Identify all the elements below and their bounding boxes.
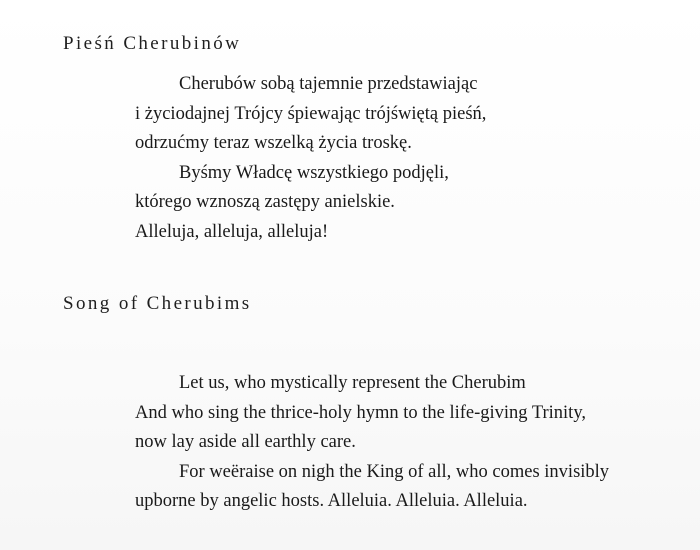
english-line-4: For weëraise on nigh the King of all, who comes invisibly bbox=[179, 461, 610, 482]
english-line-2: And who sing the thrice-holy hymn to the life-giving Trinity, bbox=[135, 402, 586, 423]
polish-line-2: i życiodajnej Trójcy śpiewając trójświętą pieśń, bbox=[135, 103, 487, 124]
polish-line-5: którego wznoszą zastępy anielskie. bbox=[135, 192, 395, 212]
english-line-5: upborne by angelic hosts. Alleluia. Alleluia. Alleluia. bbox=[135, 491, 528, 511]
english-line-3: now lay aside all earthly care. bbox=[135, 432, 356, 452]
english-hymn-text bbox=[135, 369, 695, 517]
polish-line-1: Cherubów sobą tajemnie przedstawiając bbox=[179, 74, 478, 94]
polish-line-6: Alleluja, alleluja, alleluja! bbox=[135, 221, 329, 242]
english-section-heading: Song of Cherubims bbox=[63, 293, 252, 314]
polish-hymn-text bbox=[135, 70, 675, 247]
english-line-1: Let us, who mystically represent the Cherubim bbox=[179, 373, 526, 393]
polish-line-4: Byśmy Władcę wszystkiego podjęli, bbox=[179, 162, 449, 183]
polish-line-3: odrzućmy teraz wszelką życia troskę. bbox=[135, 133, 412, 153]
polish-section-heading: Pieśń Cherubinów bbox=[63, 33, 242, 54]
